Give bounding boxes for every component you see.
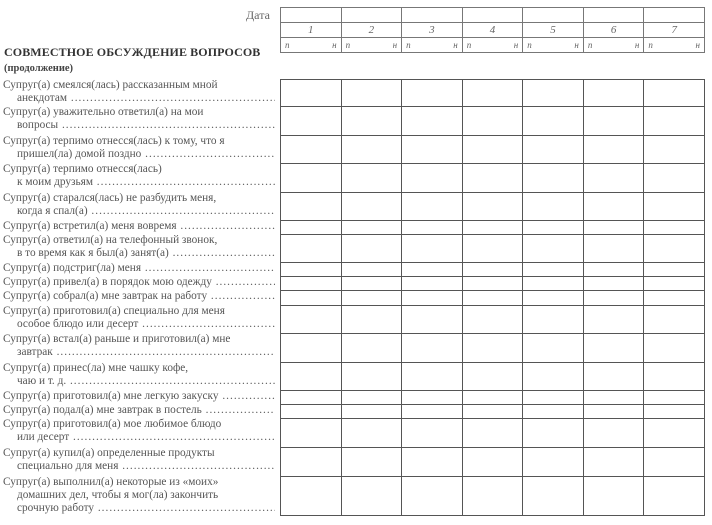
grid-cell[interactable] [523, 334, 584, 363]
grid-cell[interactable] [644, 221, 705, 235]
item-label [3, 163, 275, 189]
grid-cell[interactable] [523, 391, 584, 405]
grid-cell[interactable] [462, 419, 523, 448]
item-text-line: особое блюдо или десерт ..... [3, 318, 275, 331]
grid-cell[interactable] [644, 136, 705, 164]
item-text-line: Супруг(а) приготовил(а) мне легкую закуску ..... [3, 390, 275, 403]
grid-cell[interactable] [402, 193, 463, 221]
grid-cell[interactable] [462, 107, 523, 136]
grid-cell[interactable] [644, 306, 705, 334]
grid-cell[interactable] [402, 277, 463, 291]
grid-row [281, 334, 705, 363]
item-text-line: Супруг(а) выполнил(а) некоторые из «моих» [3, 476, 219, 488]
grid-cell[interactable] [341, 107, 402, 136]
item-text-line: Супруг(а) привел(а) в порядок мою одежду ..... [3, 276, 275, 289]
grid-cell[interactable] [523, 277, 584, 291]
grid-row [281, 263, 705, 277]
grid-cell[interactable] [523, 136, 584, 164]
grid-cell[interactable] [341, 448, 402, 477]
item-label [3, 192, 275, 218]
grid-cell[interactable] [341, 334, 402, 363]
grid-cell[interactable] [341, 291, 402, 306]
grid-cell[interactable] [402, 221, 463, 235]
grid-row [281, 448, 705, 477]
item-label [3, 404, 275, 417]
date-cell[interactable] [341, 8, 402, 23]
sub-right-label: н [392, 40, 398, 50]
sub-right-label: н [634, 40, 640, 50]
tracking-grid [280, 79, 705, 516]
item-text-line: специально для меня ..... [3, 460, 275, 473]
date-label: Дата [246, 8, 270, 22]
grid-row [281, 136, 705, 164]
date-header-table [280, 7, 705, 53]
grid-cell[interactable] [583, 164, 644, 193]
grid-cell[interactable] [281, 235, 342, 263]
day-number: 6 [583, 23, 644, 38]
item-label [3, 135, 275, 161]
grid-cell[interactable] [523, 164, 584, 193]
pn-cell [462, 38, 523, 53]
grid-row [281, 277, 705, 291]
grid-cell[interactable] [644, 164, 705, 193]
sub-right-label: н [332, 40, 337, 50]
grid-cell[interactable] [583, 306, 644, 334]
grid-row [281, 419, 705, 448]
grid-cell[interactable] [523, 363, 584, 391]
item-label [3, 447, 275, 473]
grid-cell[interactable] [583, 405, 644, 419]
date-cell[interactable] [462, 8, 523, 23]
grid-cell[interactable] [644, 107, 705, 136]
grid-cell[interactable] [583, 363, 644, 391]
grid-cell[interactable] [402, 477, 463, 516]
item-text-line: Супруг(а) приготовил(а) специально для меня [3, 305, 225, 317]
grid-cell[interactable] [644, 448, 705, 477]
grid-cell[interactable] [402, 235, 463, 263]
item-label [3, 276, 275, 289]
sub-right-label: н [574, 40, 579, 50]
grid-cell[interactable] [523, 263, 584, 277]
item-label [3, 262, 275, 275]
grid-cell[interactable] [462, 405, 523, 419]
grid-cell[interactable] [341, 363, 402, 391]
grid-cell[interactable] [281, 164, 342, 193]
grid-row [281, 80, 705, 107]
grid-cell[interactable] [341, 80, 402, 107]
grid-cell[interactable] [583, 477, 644, 516]
sub-left-label: п [345, 40, 351, 50]
item-text-line: Супруг(а) приготовил(а) мое любимое блюдо [3, 418, 222, 430]
grid-cell[interactable] [644, 291, 705, 306]
grid-cell[interactable] [341, 419, 402, 448]
grid-cell[interactable] [583, 80, 644, 107]
item-text-line: вопросы ..... [3, 119, 275, 132]
grid-row [281, 291, 705, 306]
item-label [3, 106, 275, 132]
grid-cell[interactable] [281, 306, 342, 334]
grid-cell[interactable] [523, 80, 584, 107]
sub-left-label: п [648, 40, 653, 50]
grid-cell[interactable] [402, 107, 463, 136]
item-label [3, 290, 275, 303]
item-text-line: Супруг(а) уважительно ответил(а) на мои [3, 106, 204, 118]
item-text-line: или десерт ..... [3, 431, 275, 444]
grid-cell[interactable] [583, 263, 644, 277]
grid-cell[interactable] [341, 277, 402, 291]
item-text-line: завтрак ..... [3, 346, 275, 359]
pn-cell [402, 38, 463, 53]
grid-cell[interactable] [281, 448, 342, 477]
grid-cell[interactable] [583, 419, 644, 448]
item-text-line: Супруг(а) подстриг(ла) меня ..... [3, 262, 275, 275]
item-label [3, 362, 275, 388]
grid-row [281, 391, 705, 405]
grid-cell[interactable] [583, 235, 644, 263]
grid-cell[interactable] [583, 334, 644, 363]
grid-row [281, 164, 705, 193]
item-text-line: к моим друзьям ..... [3, 176, 275, 189]
item-label [3, 333, 275, 359]
grid-cell[interactable] [583, 193, 644, 221]
grid-cell[interactable] [341, 235, 402, 263]
grid-cell[interactable] [462, 221, 523, 235]
grid-cell[interactable] [462, 363, 523, 391]
grid-cell[interactable] [402, 419, 463, 448]
item-text-line: Супруг(а) смеялся(лась) рассказанным мной [3, 79, 218, 91]
grid-cell[interactable] [462, 136, 523, 164]
grid-cell[interactable] [644, 477, 705, 516]
grid-cell[interactable] [402, 363, 463, 391]
grid-cell[interactable] [523, 448, 584, 477]
item-text-line: Супруг(а) встретил(а) меня вовремя ..... [3, 220, 275, 233]
item-label [3, 79, 275, 105]
grid-cell[interactable] [644, 277, 705, 291]
grid-cell[interactable] [462, 263, 523, 277]
pn-cell [644, 38, 705, 53]
grid-row [281, 405, 705, 419]
grid-cell[interactable] [523, 221, 584, 235]
grid-cell[interactable] [462, 391, 523, 405]
sub-left-label: п [466, 40, 472, 50]
day-number: 5 [523, 23, 584, 38]
grid-cell[interactable] [583, 277, 644, 291]
grid-cell[interactable] [523, 477, 584, 516]
grid-cell[interactable] [281, 419, 342, 448]
item-text-line: пришел(ла) домой поздно ..... [3, 148, 275, 161]
grid-cell[interactable] [523, 419, 584, 448]
item-text-line: анекдотам ..... [3, 92, 275, 105]
grid-row [281, 477, 705, 516]
grid-cell[interactable] [402, 164, 463, 193]
item-text-line: когда я спал(а) ..... [3, 205, 275, 218]
grid-cell[interactable] [644, 80, 705, 107]
grid-cell[interactable] [281, 80, 342, 107]
grid-cell[interactable] [281, 221, 342, 235]
grid-cell[interactable] [341, 263, 402, 277]
grid-cell[interactable] [644, 363, 705, 391]
grid-cell[interactable] [341, 221, 402, 235]
grid-cell[interactable] [402, 80, 463, 107]
sub-left-label: п [587, 40, 593, 50]
grid-row [281, 221, 705, 235]
grid-cell[interactable] [583, 391, 644, 405]
grid-cell[interactable] [402, 306, 463, 334]
item-label [3, 234, 275, 260]
grid-cell[interactable] [341, 193, 402, 221]
grid-cell[interactable] [523, 193, 584, 221]
grid-row [281, 363, 705, 391]
item-text-line: чаю и т. д. ..... [3, 375, 275, 388]
grid-cell[interactable] [462, 164, 523, 193]
section-subtitle: (продолжение) [4, 63, 74, 74]
grid-cell[interactable] [523, 107, 584, 136]
grid-cell[interactable] [523, 291, 584, 306]
day-number: 4 [462, 23, 523, 38]
sub-right-label: н [453, 40, 458, 50]
grid-cell[interactable] [462, 193, 523, 221]
grid-cell[interactable] [644, 235, 705, 263]
grid-cell[interactable] [462, 235, 523, 263]
grid-cell[interactable] [644, 334, 705, 363]
grid-cell[interactable] [281, 277, 342, 291]
grid-cell[interactable] [281, 363, 342, 391]
pn-cell [281, 38, 342, 53]
grid-cell[interactable] [402, 291, 463, 306]
grid-cell[interactable] [644, 405, 705, 419]
grid-cell[interactable] [583, 221, 644, 235]
grid-cell[interactable] [341, 306, 402, 334]
grid-cell[interactable] [462, 80, 523, 107]
grid-cell[interactable] [402, 263, 463, 277]
date-cell[interactable] [644, 8, 705, 23]
grid-cell[interactable] [644, 193, 705, 221]
item-text-line: Супруг(а) терпимо отнесся(лась) [3, 163, 162, 175]
item-text-line: Супруг(а) купил(а) определенные продукты [3, 447, 215, 459]
date-cell[interactable] [281, 8, 342, 23]
grid-cell[interactable] [281, 334, 342, 363]
item-label [3, 418, 275, 444]
grid-cell[interactable] [402, 334, 463, 363]
grid-cell[interactable] [402, 448, 463, 477]
grid-cell[interactable] [462, 448, 523, 477]
date-cell[interactable] [402, 8, 463, 23]
grid-cell[interactable] [281, 193, 342, 221]
pn-cell [583, 38, 644, 53]
grid-cell[interactable] [523, 405, 584, 419]
sub-left-label: п [527, 40, 532, 50]
grid-cell[interactable] [402, 391, 463, 405]
day-number: 2 [341, 23, 402, 38]
item-label [3, 390, 275, 403]
grid-cell[interactable] [462, 306, 523, 334]
grid-row [281, 193, 705, 221]
item-text-line: Супруг(а) подал(а) мне завтрак в постель ..... [3, 404, 275, 417]
pn-subheader-row [281, 38, 705, 53]
item-label [3, 305, 275, 331]
item-text-line: Супруг(а) старался(лась) не разбудить меня, [3, 192, 217, 204]
date-input-row [281, 8, 705, 23]
grid-cell[interactable] [281, 391, 342, 405]
item-text-line: Супруг(а) ответил(а) на телефонный звонок, [3, 234, 218, 246]
grid-cell[interactable] [644, 419, 705, 448]
item-text-line: Супруг(а) принес(ла) мне чашку кофе, [3, 362, 189, 374]
grid-cell[interactable] [341, 405, 402, 419]
grid-cell[interactable] [462, 291, 523, 306]
day-number: 3 [402, 23, 463, 38]
item-text-line: в то время как я был(а) занят(а) ..... [3, 247, 275, 260]
grid-cell[interactable] [462, 334, 523, 363]
grid-cell[interactable] [583, 448, 644, 477]
grid-cell[interactable] [583, 136, 644, 164]
grid-cell[interactable] [341, 164, 402, 193]
sub-right-label: н [695, 40, 700, 50]
grid-cell[interactable] [402, 136, 463, 164]
sub-right-label: н [513, 40, 519, 50]
grid-cell[interactable] [341, 136, 402, 164]
grid-row [281, 107, 705, 136]
sub-left-label: п [406, 40, 411, 50]
grid-cell[interactable] [341, 391, 402, 405]
item-text-line: Супруг(а) встал(а) раньше и приготовил(а) мне [3, 333, 231, 345]
grid-cell[interactable] [523, 235, 584, 263]
grid-cell[interactable] [462, 477, 523, 516]
date-cell[interactable] [523, 8, 584, 23]
grid-cell[interactable] [281, 477, 342, 516]
item-text-line: домашних дел, чтобы я мог(ла) закончить [17, 489, 219, 501]
grid-cell[interactable] [583, 291, 644, 306]
item-text-line: срочную работу ..... [3, 502, 275, 515]
item-text-line: Супруг(а) собрал(а) мне завтрак на работу ..... [3, 290, 275, 303]
grid-cell[interactable] [644, 263, 705, 277]
sub-left-label: п [285, 40, 290, 50]
item-text-line: Супруг(а) терпимо отнесся(лась) к тому, что я [3, 135, 225, 147]
grid-cell[interactable] [281, 405, 342, 419]
item-label [3, 476, 275, 515]
grid-cell[interactable] [402, 405, 463, 419]
grid-cell[interactable] [281, 291, 342, 306]
pn-cell [341, 38, 402, 53]
day-number-row [281, 23, 705, 38]
grid-cell[interactable] [281, 107, 342, 136]
grid-cell[interactable] [644, 391, 705, 405]
pn-cell [523, 38, 584, 53]
grid-cell[interactable] [462, 277, 523, 291]
grid-cell[interactable] [341, 477, 402, 516]
grid-cell[interactable] [523, 306, 584, 334]
grid-cell[interactable] [583, 107, 644, 136]
day-number: 7 [644, 23, 705, 38]
grid-row [281, 306, 705, 334]
date-cell[interactable] [583, 8, 644, 23]
item-label [3, 220, 275, 233]
grid-cell[interactable] [281, 136, 342, 164]
section-title: СОВМЕСТНОЕ ОБСУЖДЕНИЕ ВОПРОСОВ [4, 45, 261, 59]
grid-row [281, 235, 705, 263]
day-number: 1 [281, 23, 342, 38]
grid-cell[interactable] [281, 263, 342, 277]
